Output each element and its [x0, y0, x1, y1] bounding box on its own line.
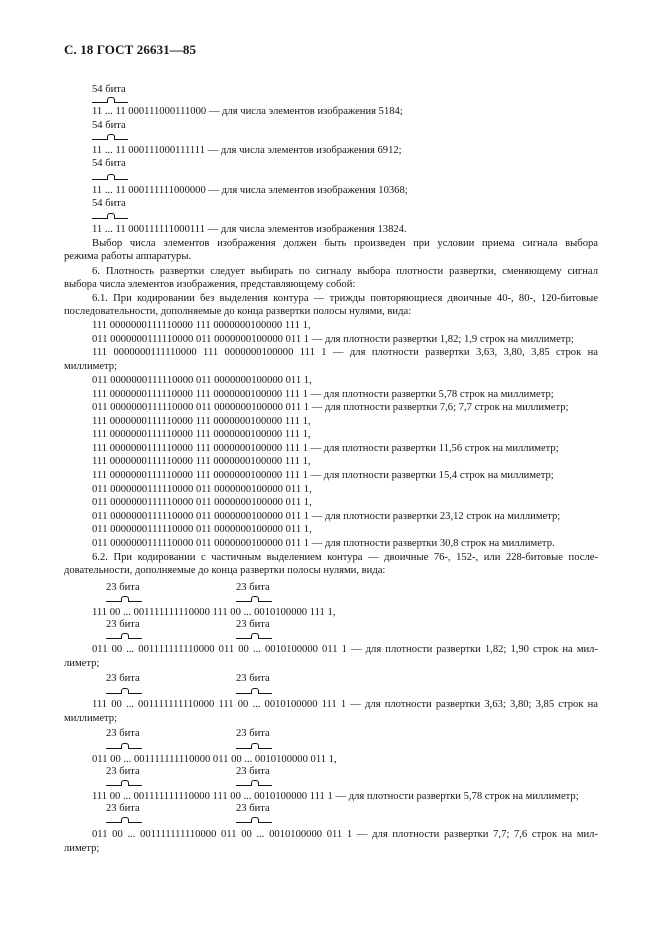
- brace-icon: [236, 740, 272, 749]
- code-line: 111 0000000111110000 111 0000000100000 111 1 — для плотности развертки 3,63, 3,80, 3,85 строк на: [92, 347, 598, 358]
- bits-label: 23 бита: [236, 673, 270, 684]
- brace-icon: [106, 630, 142, 639]
- bits-label: 23 бита: [106, 619, 140, 630]
- bits-label: 23 бита: [236, 728, 270, 739]
- code-line: 111 0000000111110000 111 0000000100000 111 1,: [92, 456, 311, 467]
- code-line: 111 0000000111110000 111 0000000100000 111 1 — для плотности развертки 5,78 строк на миллиметр;: [92, 389, 554, 400]
- paragraph-line: довательности, дополняемые до конца развертки полосы нулями, вида:: [64, 565, 386, 576]
- brace-icon: [236, 593, 272, 602]
- code-line: 111 00 ... 001111111110000 111 00 ... 0010100000 111 1 — для плотности развертки 3,63; 3,80; 3,85 строк на: [92, 699, 598, 710]
- bits-label: 23 бита: [236, 582, 270, 593]
- code-line: 011 0000000111110000 011 0000000100000 011 1 — для плотности развертки 1,82; 1,9 строк на миллиметр;: [92, 334, 574, 345]
- code-line: 111 00 ... 001111111110000 111 00 ... 0010100000 111 1,: [92, 607, 336, 618]
- paragraph-line: режима работы аппаратуры.: [64, 251, 192, 262]
- code-line: 011 0000000111110000 011 0000000100000 011 1 — для плотности развертки 7,6; 7,7 строк на миллиметр;: [92, 402, 569, 413]
- brace-icon: [92, 94, 128, 103]
- code-line: 111 00 ... 001111111110000 111 00 ... 0010100000 111 1 — для плотности развертки 5,78 строк на миллиметр;: [92, 791, 579, 802]
- bits-label: 23 бита: [106, 673, 140, 684]
- paragraph-line: 6.1. При кодировании без выделения контура — трижды повторяющиеся двоичные 40-, 80-, 120-битовые: [92, 293, 598, 304]
- brace-icon: [236, 777, 272, 786]
- brace-icon: [236, 685, 272, 694]
- sequence-line: 11 ... 11 000111000111000 — для числа элементов изображения 5184;: [92, 106, 403, 117]
- code-line: 011 0000000111110000 011 0000000100000 011 1,: [92, 484, 312, 495]
- code-line: 111 0000000111110000 111 0000000100000 111 1,: [92, 429, 311, 440]
- brace-icon: [106, 593, 142, 602]
- bits-label: 23 бита: [236, 619, 270, 630]
- brace-icon: [106, 814, 142, 823]
- code-line: 011 00 ... 001111111110000 011 00 ... 0010100000 011 1 — для плотности развертки 7,7; 7,6 строк на мил-: [92, 829, 598, 840]
- brace-icon: [106, 685, 142, 694]
- bits-label: 23 бита: [106, 803, 140, 814]
- code-line: лиметр;: [64, 658, 100, 669]
- code-line: лиметр;: [64, 843, 100, 854]
- code-line: 011 0000000111110000 011 0000000100000 011 1 — для плотности развертки 30,8 строк на миллиметр.: [92, 538, 555, 549]
- bits-label: 23 бита: [106, 728, 140, 739]
- code-line: 111 0000000111110000 111 0000000100000 111 1 — для плотности развертки 15,4 строк на миллиметр;: [92, 470, 554, 481]
- brace-icon: [106, 777, 142, 786]
- code-line: 111 0000000111110000 111 0000000100000 111 1,: [92, 320, 311, 331]
- code-line: 011 0000000111110000 011 0000000100000 011 1 — для плотности развертки 23,12 строк на миллиметр;: [92, 511, 561, 522]
- code-line: 011 0000000111110000 011 0000000100000 011 1,: [92, 524, 312, 535]
- brace-icon: [92, 171, 128, 180]
- page-header: С. 18 ГОСТ 26631—85: [64, 42, 197, 57]
- bits-label: 54 бита: [92, 84, 126, 95]
- bits-label: 54 бита: [92, 198, 126, 209]
- bits-label: 54 бита: [92, 120, 126, 131]
- code-line: миллиметр;: [64, 713, 118, 724]
- brace-icon: [92, 210, 128, 219]
- paragraph-line: 6.2. При кодировании с частичным выделением контура — двоичные 76-, 152-, или 228-битовые после-: [92, 552, 598, 563]
- brace-icon: [106, 740, 142, 749]
- bits-label: 23 бита: [236, 766, 270, 777]
- code-line: 111 0000000111110000 111 0000000100000 111 1,: [92, 416, 311, 427]
- code-line: 011 0000000111110000 011 0000000100000 011 1,: [92, 375, 312, 386]
- paragraph-line: последовательности, дополняемые до конца развертки полосы нулями, вида:: [64, 306, 412, 317]
- code-line: 011 0000000111110000 011 0000000100000 011 1,: [92, 497, 312, 508]
- sequence-line: 11 ... 11 000111111000111 — для числа элементов изображения 13824.: [92, 224, 407, 235]
- code-line: 011 00 ... 001111111110000 011 00 ... 0010100000 011 1 — для плотности развертки 1,82; 1,90 строк на мил-: [92, 644, 598, 655]
- brace-icon: [92, 131, 128, 140]
- code-line: миллиметр;: [64, 361, 118, 372]
- bits-label: 23 бита: [236, 803, 270, 814]
- sequence-line: 11 ... 11 000111000111111 — для числа элементов изображения 6912;: [92, 145, 402, 156]
- paragraph-line: Выбор числа элементов изображения должен быть произведен при условии приема сигнала выбора: [92, 238, 598, 249]
- paragraph-line: 6. Плотность развертки следует выбирать по сигналу выбора плотности развертки, сменяющему сигнал: [92, 266, 598, 277]
- code-line: 111 0000000111110000 111 0000000100000 111 1 — для плотности развертки 11,56 строк на миллиметр;: [92, 443, 559, 454]
- brace-icon: [236, 814, 272, 823]
- bits-label: 23 бита: [106, 582, 140, 593]
- code-line: 011 00 ... 001111111110000 011 00 ... 0010100000 011 1,: [92, 754, 337, 765]
- bits-label: 54 бита: [92, 158, 126, 169]
- brace-icon: [236, 630, 272, 639]
- sequence-line: 11 ... 11 000111111000000 — для числа элементов изображения 10368;: [92, 185, 408, 196]
- bits-label: 23 бита: [106, 766, 140, 777]
- paragraph-line: выбора числа элементов изображения, представляющему собой:: [64, 279, 356, 290]
